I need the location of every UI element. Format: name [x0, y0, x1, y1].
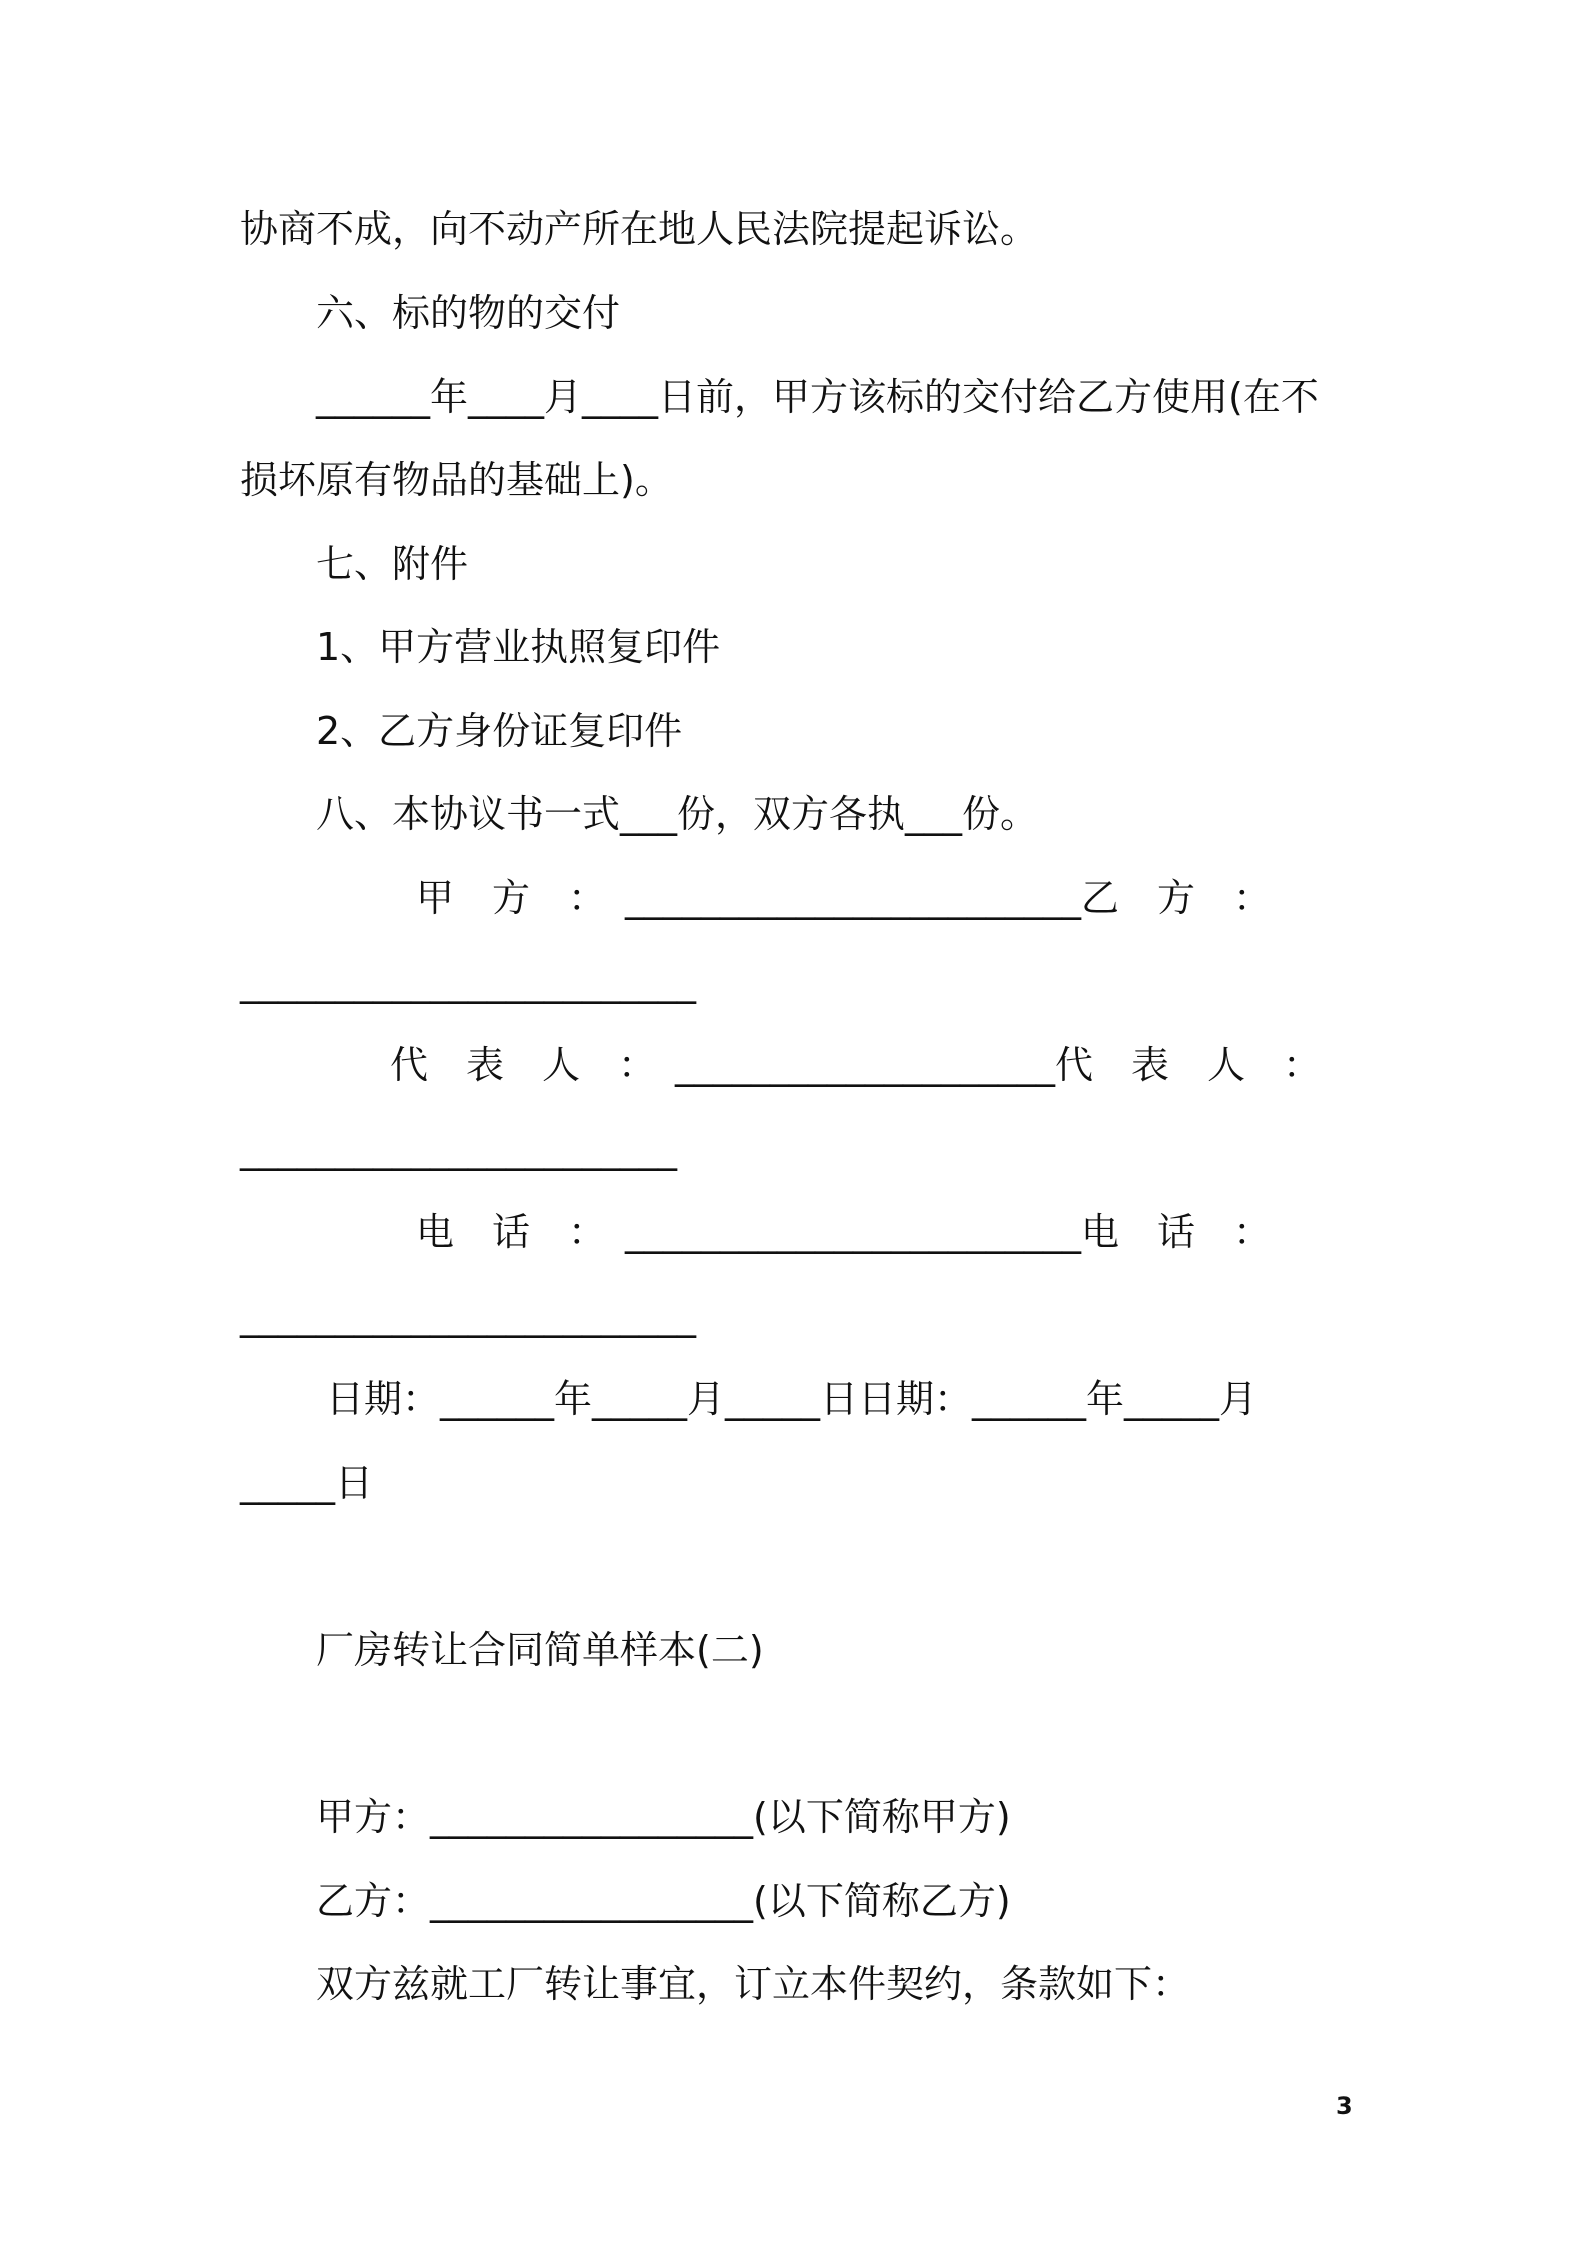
signature-party-blank: ________________________ — [240, 960, 696, 1004]
attachment-item-1: 1、甲方营业执照复印件 — [316, 625, 721, 669]
paragraph-delivery-date: ______年____月____日前，甲方该标的交付给乙方使用(在不 — [316, 375, 1319, 419]
section-heading-delivery: 六、标的物的交付 — [316, 291, 621, 335]
party-b-line: 乙方：_________________(以下简称乙方) — [316, 1879, 1011, 1923]
signature-date-line: 日期：______年_____月_____日日期：______年_____月 — [326, 1377, 1258, 1421]
paragraph-dispute-resolution: 协商不成，向不动产所在地人民法院提起诉讼。 — [240, 207, 1039, 251]
signature-date-cont: _____日 — [240, 1461, 374, 1505]
paragraph-delivery-date-cont: 损坏原有物品的基础上)。 — [240, 458, 673, 502]
signature-phone-blank: ________________________ — [240, 1294, 696, 1338]
page-number: 3 — [1336, 2092, 1353, 2120]
section-copies: 八、本协议书一式___份，双方各执___份。 — [316, 792, 1039, 836]
signature-party-line: 甲 方 ： ________________________乙 方 ： — [416, 876, 1272, 920]
signature-representative-blank: _______________________ — [240, 1127, 677, 1171]
signature-representative-line: 代 表 人 ： ____________________代 表 人 ： — [390, 1043, 1322, 1087]
party-a-line: 甲方：_________________(以下简称甲方) — [316, 1795, 1011, 1839]
signature-phone-line: 电 话 ： ________________________电 话 ： — [416, 1210, 1272, 1254]
contract-title-2: 厂房转让合同简单样本(二) — [316, 1628, 764, 1672]
section-heading-attachments: 七、附件 — [316, 542, 469, 586]
attachment-item-2: 2、乙方身份证复印件 — [316, 709, 683, 753]
contract-intro: 双方兹就工厂转让事宜，订立本件契约，条款如下： — [316, 1962, 1191, 2006]
